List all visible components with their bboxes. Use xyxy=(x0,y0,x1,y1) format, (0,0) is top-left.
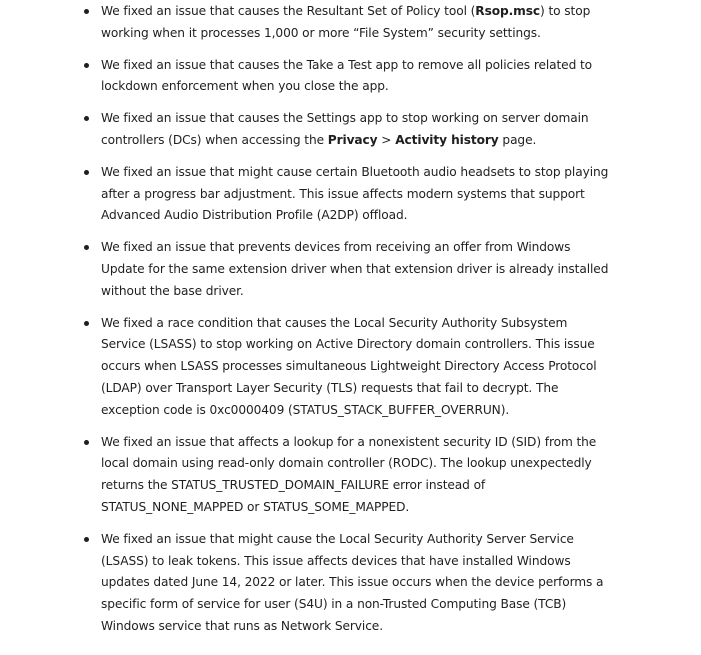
note-text: We fixed an issue that might cause the Local Security Authority Server Service (LSASS) to leak tokens. This issue affects devices that have installed Windows updates dated June 14, 2022 or later. This issue occurs when the device performs a specific form of service for user (S4U) in a non-Trusted Computing Base (TCB) Windows service that runs as Network Service. xyxy=(101,531,604,633)
list-item xyxy=(0,313,613,422)
ui-path-activity-history: Activity history xyxy=(395,132,499,147)
list-item xyxy=(0,237,613,302)
note-text: We fixed an issue that affects a lookup for a nonexistent security ID (SID) from the local domain using read-only domain controller (RODC). The lookup unexpectedly returns the STATUS_TRUSTED_DOMAIN_FAILURE error instead of STATUS_NONE_MAPPED or STATUS_SOME_MAPPED. xyxy=(101,434,597,514)
ui-path-privacy: Privacy xyxy=(327,132,378,147)
list-item xyxy=(0,432,613,519)
note-text: ) to stop working when it processes 1,000 or more “File System” security settings. xyxy=(101,4,591,40)
bullet-icon xyxy=(84,537,89,542)
bullet-icon xyxy=(84,440,89,445)
bullet-icon xyxy=(84,170,89,175)
bullet-icon xyxy=(84,63,89,68)
note-text: We fixed an issue that causes the Take a Test app to remove all policies related to lockdown enforcement when you close the app. xyxy=(101,57,593,94)
bullet-icon xyxy=(84,321,89,326)
bullet-icon xyxy=(84,116,89,121)
note-text: We fixed a race condition that causes the Local Security Authority Subsystem Service (LSASS) to stop working on Active Directory domain controllers. This issue occurs when LSASS processes simultaneous Lightweight Directory Access Protocol (LDAP) over Transport Layer Security (TLS) requests that fail to decrypt. The exception code is 0xc0000409 (STATUS_STACK_BUFFER_OVERRUN). xyxy=(101,315,597,417)
command-name: Rsop.msc xyxy=(475,4,541,18)
bullet-icon xyxy=(84,245,89,250)
list-item xyxy=(0,108,613,152)
note-text: page. xyxy=(498,132,537,147)
note-text: We fixed an issue that might cause certain Bluetooth audio headsets to stop playing after a progress bar adjustment. This issue affects modern systems that support Advanced Audio Distribution Profile (A2DP) offload. xyxy=(101,164,609,223)
list-item xyxy=(0,1,613,45)
bullet-icon xyxy=(84,9,89,14)
list-item xyxy=(0,162,613,227)
note-text: We fixed an issue that causes the Resultant Set of Policy tool ( xyxy=(101,4,476,18)
note-text: We fixed an issue that causes the Settings app to stop working on server domain controllers (DCs) when accessing the xyxy=(101,111,589,147)
list-item xyxy=(0,55,613,99)
path-separator: > xyxy=(377,132,396,147)
release-notes-list xyxy=(0,1,701,648)
list-item xyxy=(0,529,613,638)
note-text: We fixed an issue that prevents devices from receiving an offer from Windows Update for the same extension driver when that extension driver is already installed without the base driver. xyxy=(101,240,609,298)
